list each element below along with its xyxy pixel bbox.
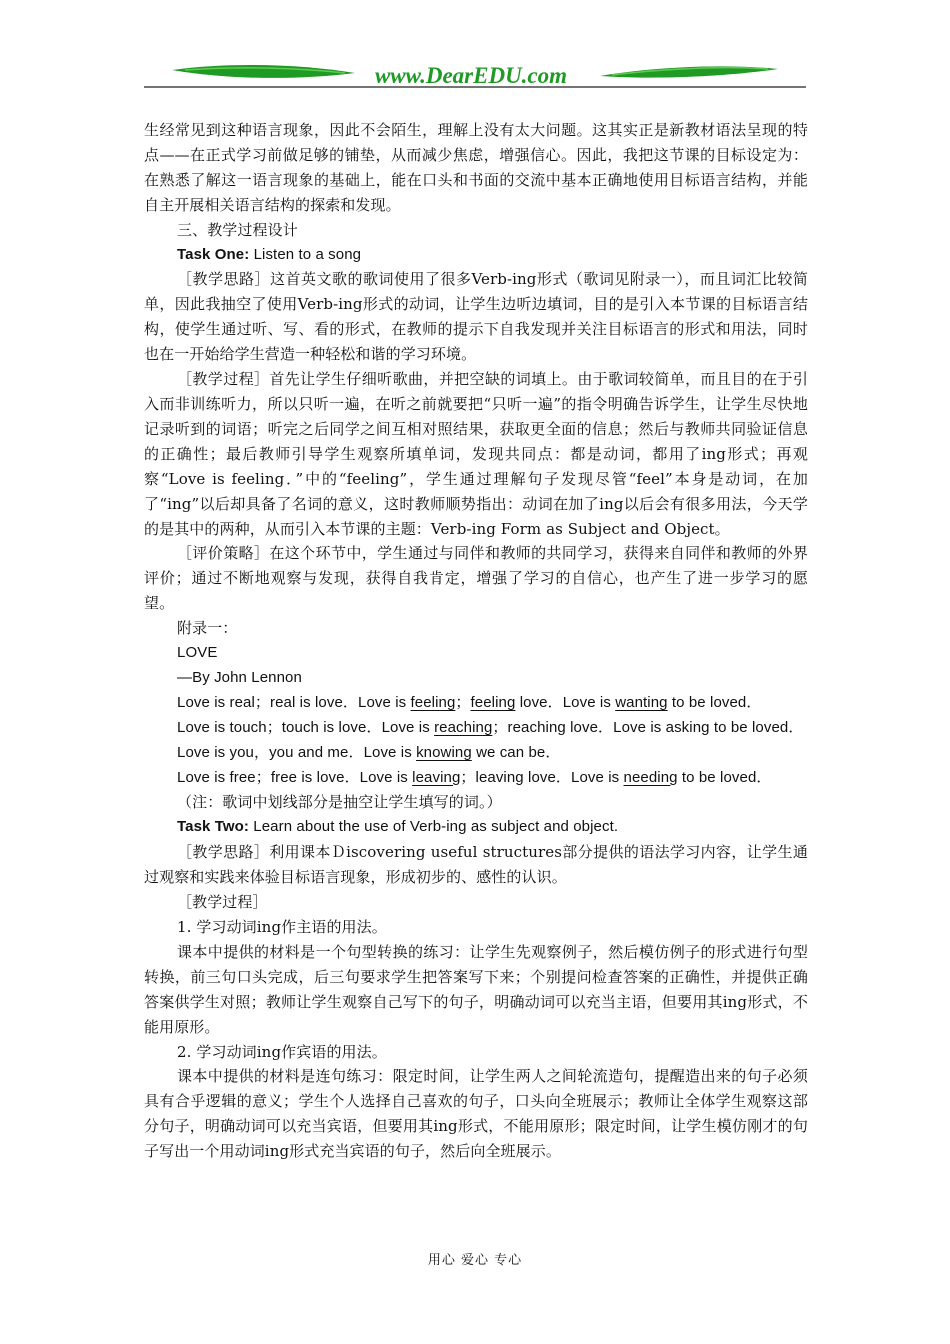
paragraph-item-2: 课本中提供的材料是连句练习：限定时间，让学生两人之间轮流造句，提醒造出来的句子必须具有合乎逻辑的意义；学生个人选择自己喜欢的句子，口头向全班展示；教师让全体学生观察这部分句子，明确动词可以充当宾语，但要用其ing形式，不能用原形；限定时间，让学生模仿刚才的句子写出一个用动词ing形式充当宾语的句子，然后向全班展示。 bbox=[144, 1067, 808, 1161]
paragraph-teaching-idea-2: ［教学思路］利用课本Ｄiscovering useful structures部分提供的语法学习内容，让学生通过观察和实践来体验目标语言现象，形成初步的、感性的认识。 bbox=[144, 843, 808, 887]
lyric-text: ； bbox=[455, 693, 471, 711]
lyric-blank: needing bbox=[623, 768, 678, 786]
lyric-text: Love is you，you and me．Love is bbox=[177, 743, 417, 761]
lyric-text: Love is free；free is love．Love is bbox=[177, 768, 413, 786]
task-two-label: Task Two: bbox=[177, 818, 250, 836]
lyric-text: Love is real；real is love．Love is bbox=[177, 693, 411, 711]
lyric-line-1 bbox=[144, 691, 808, 716]
section-heading-3: 三、教学过程设计 bbox=[177, 220, 298, 239]
song-author: —By John Lennon bbox=[177, 668, 302, 686]
lyric-blank: feeling bbox=[470, 693, 516, 711]
page-header bbox=[0, 0, 950, 100]
song-title: LOVE bbox=[177, 644, 218, 662]
task-two-title: Learn about the use of Verb-ing as subject and object. bbox=[249, 818, 619, 836]
appendix-label: 附录一： bbox=[177, 619, 238, 638]
lyric-line-2 bbox=[144, 716, 808, 741]
task-one-title: Listen to a song bbox=[249, 245, 362, 263]
paragraph-intro: 生经常见到这种语言现象，因此不会陌生，理解上没有太大问题。这其实正是新教材语法呈现的特点——在正式学习前做足够的铺垫，从而减少焦虑，增强信心。因此，我把这节课的目标设定为：在熟悉了解这一语言现象的基础上，能在口头和书面的交流中基本正确地使用目标语言结构，并能自主开展相关语言结构的探索和发现。 bbox=[144, 121, 808, 214]
list-item-2-heading: 2. 学习动词ing作宾语的用法。 bbox=[177, 1042, 387, 1061]
document-body bbox=[144, 118, 808, 1164]
task-one-heading bbox=[144, 243, 808, 268]
lyric-blank: feeling bbox=[410, 693, 456, 711]
task-two-heading bbox=[144, 815, 808, 840]
lyric-blank: reaching bbox=[434, 718, 493, 736]
paragraph-evaluation: ［评价策略］在这个环节中，学生通过与同伴和教师的共同学习，获得来自同伴和教师的外界评价；通过不断地观察与发现，获得自我肯定，增强了学习的自信心，也产生了进一步学习的愿望。 bbox=[144, 544, 808, 613]
teaching-process-2-label: ［教学过程］ bbox=[177, 893, 268, 912]
lyric-text: to be loved． bbox=[667, 693, 762, 711]
lyric-text: ；leaving love．Love is bbox=[460, 768, 624, 786]
lyric-line-4 bbox=[144, 766, 808, 791]
list-item-1-heading: 1. 学习动词ing作主语的用法。 bbox=[177, 918, 387, 936]
site-logo-text: www.DearEDU.com bbox=[374, 63, 568, 88]
lyric-text: we can be． bbox=[471, 743, 561, 761]
lyric-line-3 bbox=[144, 741, 808, 766]
lyric-text: love．Love is bbox=[515, 693, 616, 711]
lyric-text: ；reaching love．Love is asking to be loved． bbox=[492, 718, 804, 736]
paragraph-item-1: 课本中提供的材料是一个句型转换的练习：让学生先观察例子，然后模仿例子的形式进行句型转换，前三句口头完成，后三句要求学生把答案写下来；个别提问检查答案的正确性，并提供正确答案供学生对照；教师让学生观察自己写下的句子，明确动词可以充当主语，但要用其ing形式，不能用原形。 bbox=[144, 942, 808, 1036]
lyric-blank: leaving bbox=[412, 768, 461, 786]
task-one-label: Task One: bbox=[177, 245, 250, 263]
page-footer: 用心 爱心 专心 bbox=[427, 1253, 523, 1268]
header-banner bbox=[0, 0, 950, 100]
lyric-blank: wanting bbox=[615, 693, 668, 711]
lyric-blank: knowing bbox=[416, 743, 472, 761]
paragraph-teaching-idea-1: ［教学思路］这首英文歌的歌词使用了很多Verb-ing形式（歌词见附录一），而且词汇比较简单，因此我抽空了使用Verb-ing形式的动词，让学生边听边填词，目的是引入本节课的目标语言结构，使学生通过听、写、看的形式，在教师的提示下自我发现并关注目标语言的形式和用法，同时也在一开始给学生营造一种轻松和谐的学习环境。 bbox=[144, 270, 808, 364]
lyrics-note: （注：歌词中划线部分是抽空让学生填写的词。） bbox=[177, 793, 502, 812]
lyric-text: to be loved． bbox=[677, 768, 772, 786]
lyric-text: Love is touch；touch is love．Love is bbox=[177, 718, 435, 736]
paragraph-teaching-process-1: ［教学过程］首先让学生仔细听歌曲，并把空缺的词填上。由于歌词较简单，而且目的在于引入而非训练听力，所以只听一遍，在听之前就要把“只听一遍”的指令明确告诉学生，让学生尽快地记录听到的词语；听完之后同学之间互相对照结果，获取更全面的信息；然后与教师共同验证信息的正确性；最后教师引导学生观察所填单词，发现共同点：都是动词，都用了ing形式；再观察“Love is feeling．”中的“feeling”，学生通过理解句子发现尽管“feel”本身是动词，在加了“ing”以后却具备了名词的意义，这时教师顺势指出：动词在加了ing以后会有很多用法，今天学的是其中的两种，从而引入本节课的主题：Verb-ing Form as Subject and Object。 bbox=[144, 370, 808, 538]
